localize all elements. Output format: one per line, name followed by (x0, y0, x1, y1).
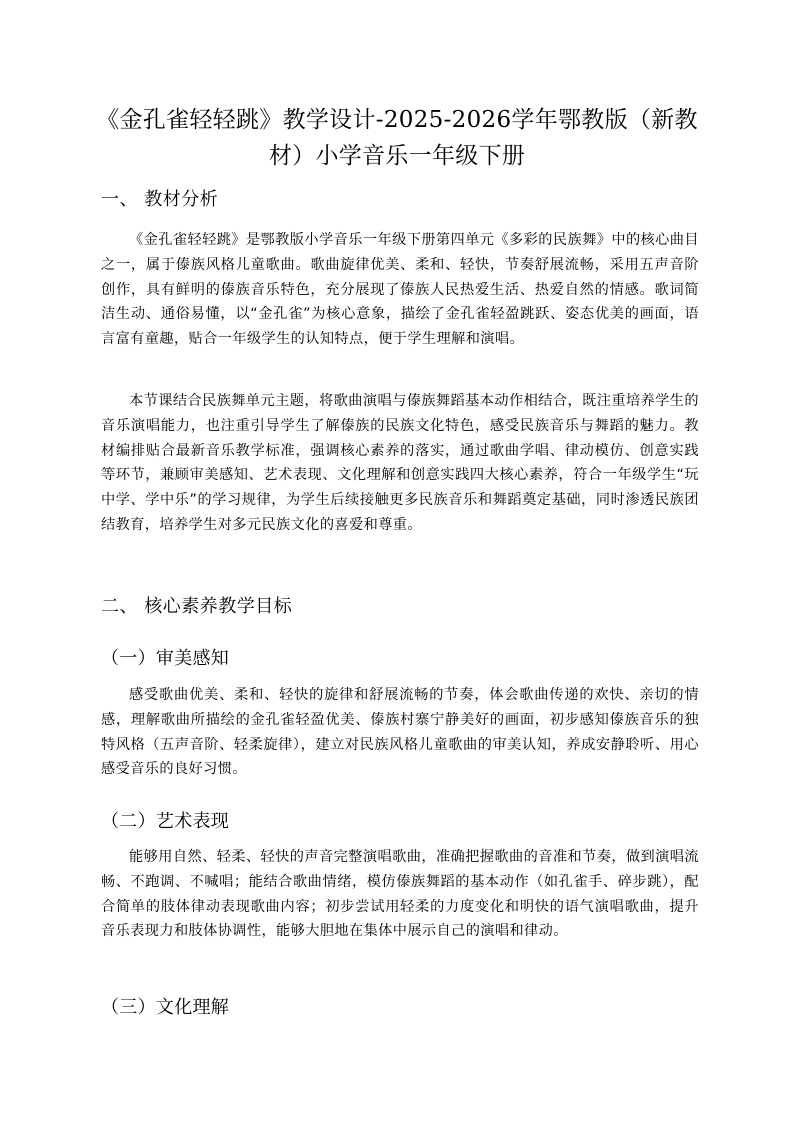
paragraph-textbook-analysis-2: 本节课结合民族舞单元主题，将歌曲演唱与傣族舞蹈基本动作相结合，既注重培养学生的音乐演唱能力，也注重引导学生了解傣族的民族文化特色，感受民族音乐与舞蹈的魅力。教材编排贴合最新音乐教学标准，强调核心素养的落实，通过歌曲学唱、律动模仿、创意实践等环节，兼顾审美感知、艺术表现、文化理解和创意实践四大核心素养，符合一年级学生“玩中学、学中乐”的学习规律，为学生后续接触更多民族音乐和舞蹈奠定基础，同时渗透民族团结教育，培养学生对多元民族文化的喜爱和尊重。 (101, 393, 699, 533)
section-heading-textbook-analysis: 一、 教材分析 (101, 189, 219, 210)
document-title: 《金孔雀轻轻跳》教学设计-2025-2026学年鄂教版（新教材）小学音乐一年级下册 (96, 107, 698, 169)
paragraph-textbook-analysis-1: 《金孔雀轻轻跳》是鄂教版小学音乐一年级下册第四单元《多彩的民族舞》中的核心曲目之一，属于傣族风格儿童歌曲。歌曲旋律优美、柔和、轻快，节奏舒展流畅，采用五声音阶创作，具有鲜明的傣族音乐特色，充分展现了傣族人民热爱生活、热爱自然的情感。歌词简洁生动、通俗易懂，以“金孔雀”为核心意象，描绘了金孔雀轻盈跳跃、姿态优美的画面，语言富有童趣，贴合一年级学生的认知特点，便于学生理解和演唱。 (101, 232, 699, 348)
subsection-heading-artistic-expression: （二）艺术表现 (101, 811, 230, 832)
paragraph-artistic-expression: 能够用自然、轻柔、轻快的声音完整演唱歌曲，准确把握歌曲的音准和节奏，做到演唱流畅、不跑调、不喊唱；能结合歌曲情绪，模仿傣族舞蹈的基本动作（如孔雀手、碎步跳），配合简单的肢体律动表现歌曲内容；初步尝试用轻柔的力度变化和明快的语气演唱歌曲，提升音乐表现力和肢体协调性，能够大胆地在集体中展示自己的演唱和律动。 (101, 849, 699, 940)
subsection-heading-aesthetic-perception: （一）审美感知 (101, 648, 230, 669)
section-heading-core-literacy-goals: 二、 核心素养教学目标 (101, 596, 293, 617)
paragraph-aesthetic-perception: 感受歌曲优美、柔和、轻快的旋律和舒展流畅的节奏，体会歌曲传递的欢快、亲切的情感，理解歌曲所描绘的金孔雀轻盈优美、傣族村寨宁静美好的画面，初步感知傣族音乐的独特风格（五声音阶、轻柔旋律），建立对民族风格儿童歌曲的审美认知，养成安静聆听、用心感受音乐的良好习惯。 (101, 687, 699, 778)
subsection-heading-cultural-understanding: （三）文化理解 (101, 997, 230, 1018)
